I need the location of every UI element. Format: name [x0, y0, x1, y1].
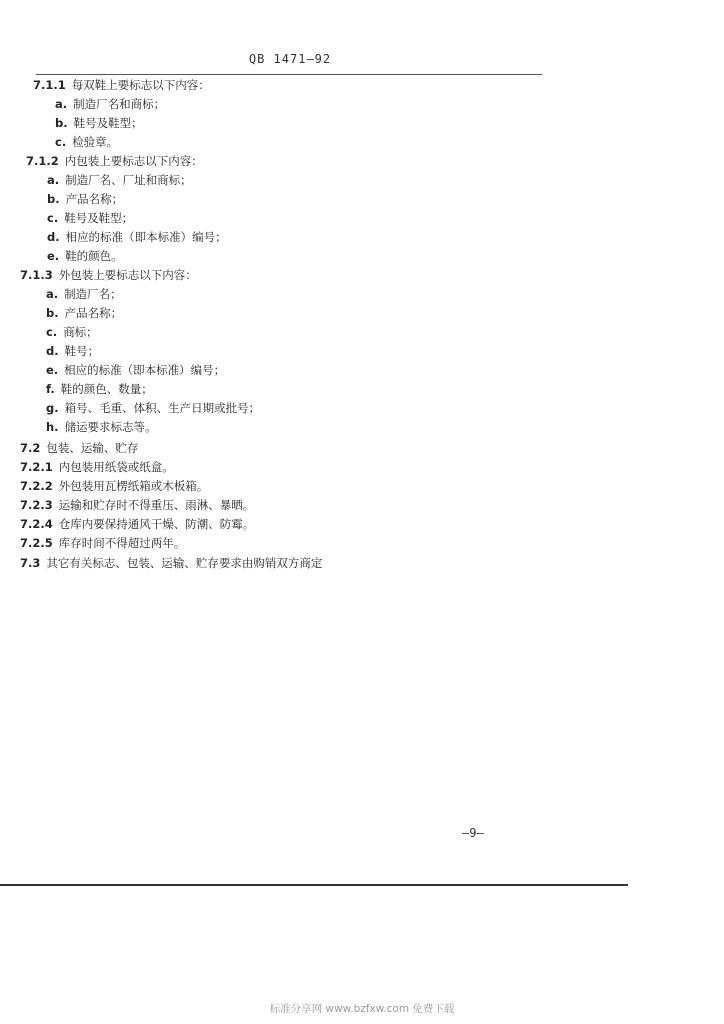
clause-text: 内包装上要标志以下内容：	[64, 154, 203, 168]
clause-number: 7.2	[20, 441, 41, 455]
clause-number: 7.2.4	[20, 517, 53, 531]
clause-text: 产品名称；	[64, 306, 123, 320]
clause-text: 储运要求标志等。	[64, 420, 157, 434]
clause-text: 鞋的颜色、数量；	[60, 382, 153, 396]
clause-text: 鞋的颜色。	[65, 249, 123, 263]
clause-text: 鞋号及鞋型；	[64, 211, 134, 225]
clause-text: 鞋号及鞋型；	[73, 116, 143, 130]
clause-number: a.	[47, 173, 60, 187]
header-divider	[36, 74, 542, 75]
clause-number: 7.1.1	[33, 78, 66, 92]
clause-number: c.	[46, 325, 58, 339]
clause-line	[47, 172, 192, 188]
clause-text: 制造厂名和商标；	[73, 97, 166, 111]
clause-number: a.	[46, 287, 59, 301]
clause-line	[20, 267, 197, 283]
clause-number: 7.2.5	[20, 536, 53, 550]
clause-line	[20, 516, 254, 532]
clause-text: 仓库内要保持通风干燥、防潮、防霉。	[58, 517, 255, 531]
clause-line	[20, 555, 322, 571]
clause-line	[46, 362, 225, 378]
clause-number: b.	[46, 306, 59, 320]
clause-line	[20, 535, 185, 551]
clause-text: 其它有关标志、包装、运输、贮存要求由购销双方商定	[46, 556, 323, 570]
clause-text: 箱号、毛重、体积、生产日期或批号；	[64, 401, 261, 415]
clause-text: 相应的标准（即本标准）编号；	[64, 363, 226, 377]
clause-number: 7.3	[20, 556, 41, 570]
clause-line	[46, 286, 122, 302]
clause-number: d.	[47, 230, 60, 244]
clause-number: 7.1.3	[20, 268, 53, 282]
clause-line	[47, 210, 133, 226]
clause-text: 库存时间不得超过两年。	[58, 536, 186, 550]
clause-line	[20, 440, 138, 456]
clause-text: 包装、运输、贮存	[46, 441, 139, 455]
clause-number: b.	[55, 116, 68, 130]
standard-code-header: QB 1471—92	[248, 52, 332, 66]
clause-line	[33, 77, 210, 93]
clause-line	[46, 419, 157, 435]
clause-number: 7.2.3	[20, 498, 53, 512]
clause-number: d.	[46, 344, 59, 358]
clause-line	[20, 459, 174, 475]
clause-text: 内包装用纸袋或纸盒。	[58, 460, 174, 474]
clause-line	[55, 134, 118, 150]
clause-text: 相应的标准（即本标准）编号；	[65, 230, 227, 244]
clause-number: 7.1.2	[26, 154, 59, 168]
clause-line	[20, 497, 254, 513]
clause-number: 7.2.1	[20, 460, 53, 474]
footer-divider	[0, 884, 628, 886]
clause-line	[47, 191, 123, 207]
clause-number: h.	[46, 420, 59, 434]
clause-line	[26, 153, 203, 169]
clause-number: e.	[47, 249, 60, 263]
clause-line	[55, 115, 143, 131]
clause-line	[55, 96, 165, 112]
clause-text: 产品名称；	[65, 192, 124, 206]
clause-number: e.	[46, 363, 59, 377]
clause-number: c.	[55, 135, 67, 149]
page-number: —9—	[462, 826, 484, 840]
clause-line	[46, 324, 98, 340]
clause-text: 制造厂名、厂址和商标；	[65, 173, 192, 187]
clause-number: c.	[47, 211, 59, 225]
clause-line	[46, 381, 153, 397]
clause-text: 商标；	[63, 325, 98, 339]
clause-text: 检验章。	[72, 135, 119, 149]
clause-text: 运输和贮存时不得重压、雨淋、暴晒。	[58, 498, 255, 512]
clause-text: 每双鞋上要标志以下内容：	[71, 78, 210, 92]
watermark-text: 标准分享网 www.bzfxw.com 免费下载	[269, 1003, 455, 1015]
clause-line	[46, 343, 99, 359]
clause-text: 制造厂名；	[64, 287, 122, 301]
clause-line	[20, 478, 208, 494]
clause-text: 外包装上要标志以下内容：	[58, 268, 197, 282]
clause-line	[47, 229, 227, 245]
clause-number: f.	[46, 382, 55, 396]
clause-number: a.	[55, 97, 68, 111]
clause-text: 外包装用瓦楞纸箱或木板箱。	[58, 479, 209, 493]
clause-number: g.	[46, 401, 59, 415]
clause-line	[47, 248, 123, 264]
clause-line	[46, 305, 122, 321]
clause-line	[46, 400, 260, 416]
clause-number: 7.2.2	[20, 479, 53, 493]
clause-text: 鞋号；	[64, 344, 100, 358]
clause-number: b.	[47, 192, 60, 206]
